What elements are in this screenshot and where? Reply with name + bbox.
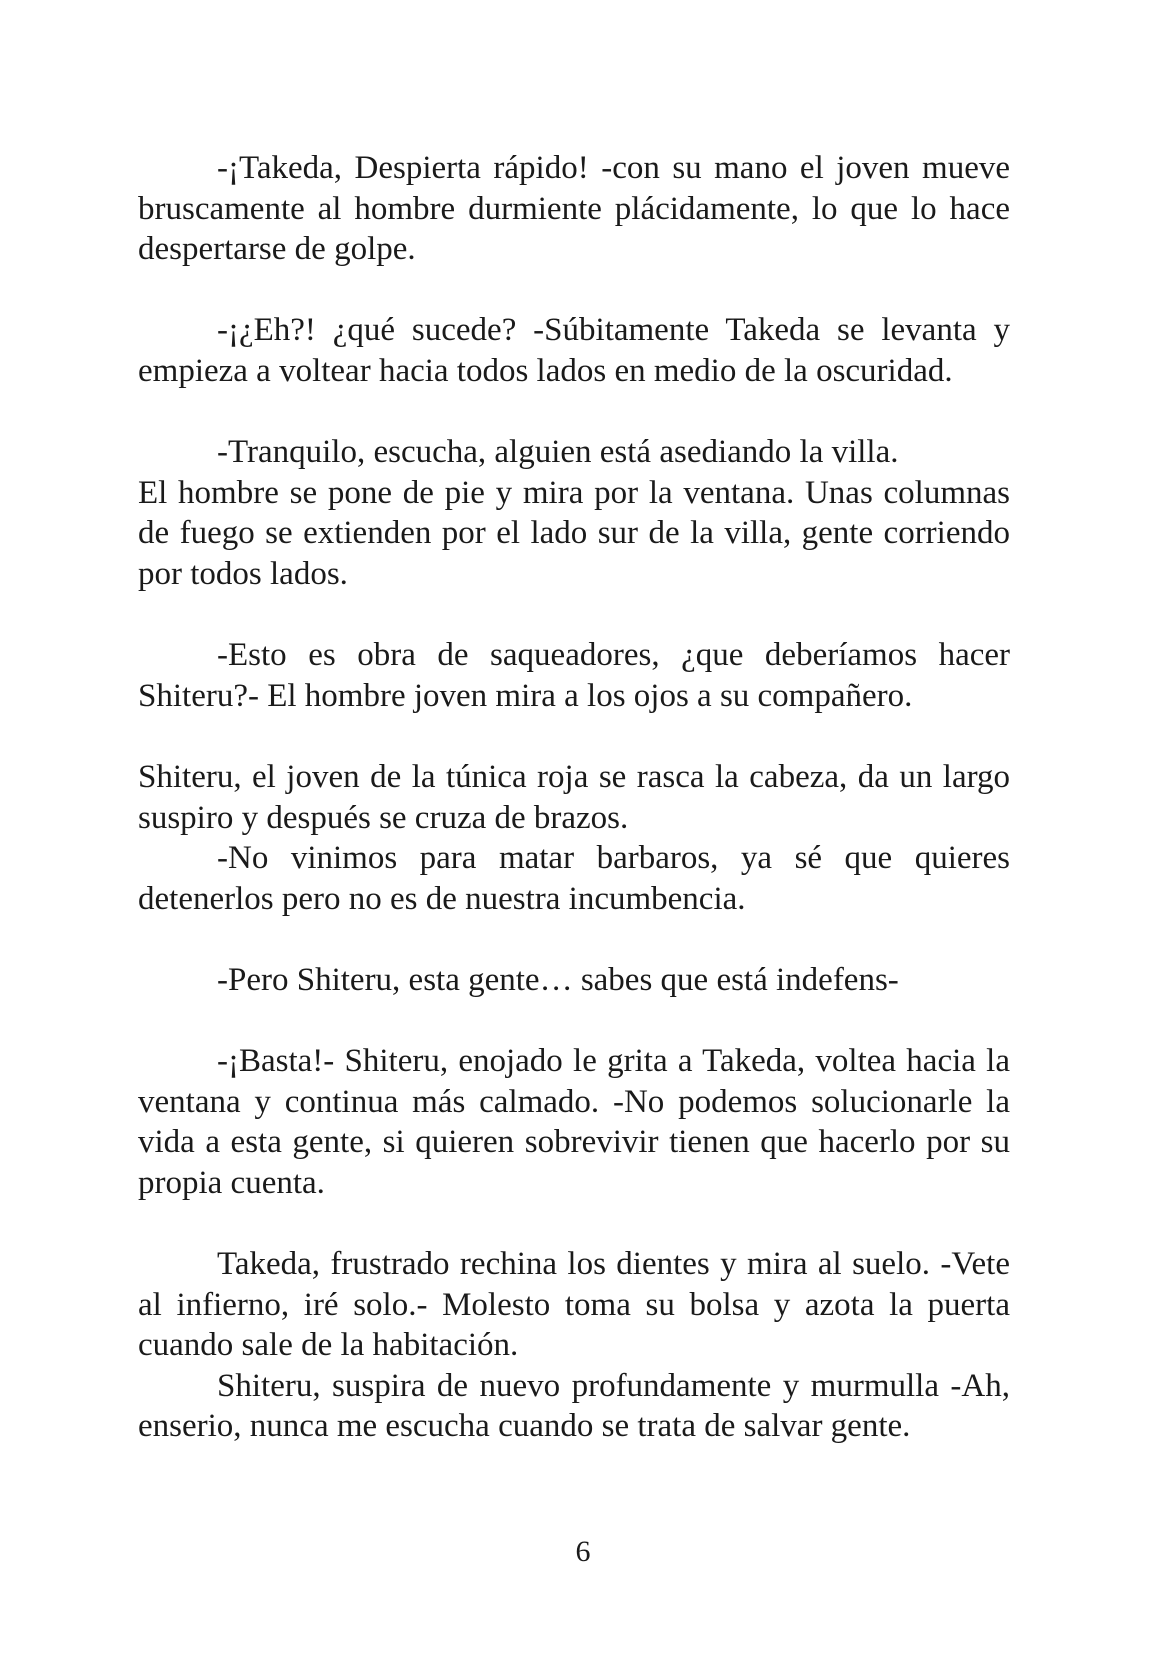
paragraph-takeda-leaves: Takeda, frustrado rechina los dientes y mira al suelo. -Vete al infierno, iré solo.- Molesto toma su bolsa y azota la puerta cuando sale de la habitación.	[138, 1246, 1010, 1364]
page-number: 6	[575, 1535, 591, 1568]
paragraph-looters: -Esto es obra de saqueadores, ¿que deberíamos hacer Shiteru?- El hombre joven mira a los ojos a su compañero.	[138, 637, 1010, 714]
paragraph-enough: -¡Basta!- Shiteru, enojado le grita a Takeda, voltea hacia la ventana y continua más calmado. -No podemos solucionarle la vida a esta gente, si quieren sobrevivir tienen que hacerlo por su propia cuenta.	[138, 1043, 1010, 1201]
paragraph-takeda-wakes: -¡¿Eh?! ¿qué sucede? -Súbitamente Takeda se levanta y empieza a voltear hacia todos lados en medio de la oscuridad.	[138, 312, 1010, 389]
paragraph-siege: -Tranquilo, escucha, alguien está asediando la villa.	[217, 434, 899, 471]
paragraph-window-fire: El hombre se pone de pie y mira por la ventana. Unas columnas de fuego se extienden por el lado sur de la villa, gente corriendo por todos lados.	[138, 474, 1010, 592]
paragraph-shiteru-sighs: Shiteru, el joven de la túnica roja se rasca la cabeza, da un largo suspiro y después se cruza de brazos.	[138, 758, 1010, 836]
paragraph-wake-takeda: -¡Takeda, Despierta rápido! -con su mano el joven mueve bruscamente al hombre durmiente plácidamente, lo que lo hace despertarse de golpe.	[138, 150, 1010, 268]
paragraph-defenseless: -Pero Shiteru, esta gente… sabes que está indefens-	[217, 961, 899, 998]
paragraph-not-our-concern: -No vinimos para matar barbaros, ya sé que quieres detenerlos pero no es de nuestra incumbencia.	[138, 840, 1010, 917]
paragraph-shiteru-murmurs: Shiteru, suspira de nuevo profundamente y murmulla -Ah, enserio, nunca me escucha cuando se trata de salvar gente.	[138, 1367, 1010, 1445]
body-text	[138, 148, 1010, 1447]
